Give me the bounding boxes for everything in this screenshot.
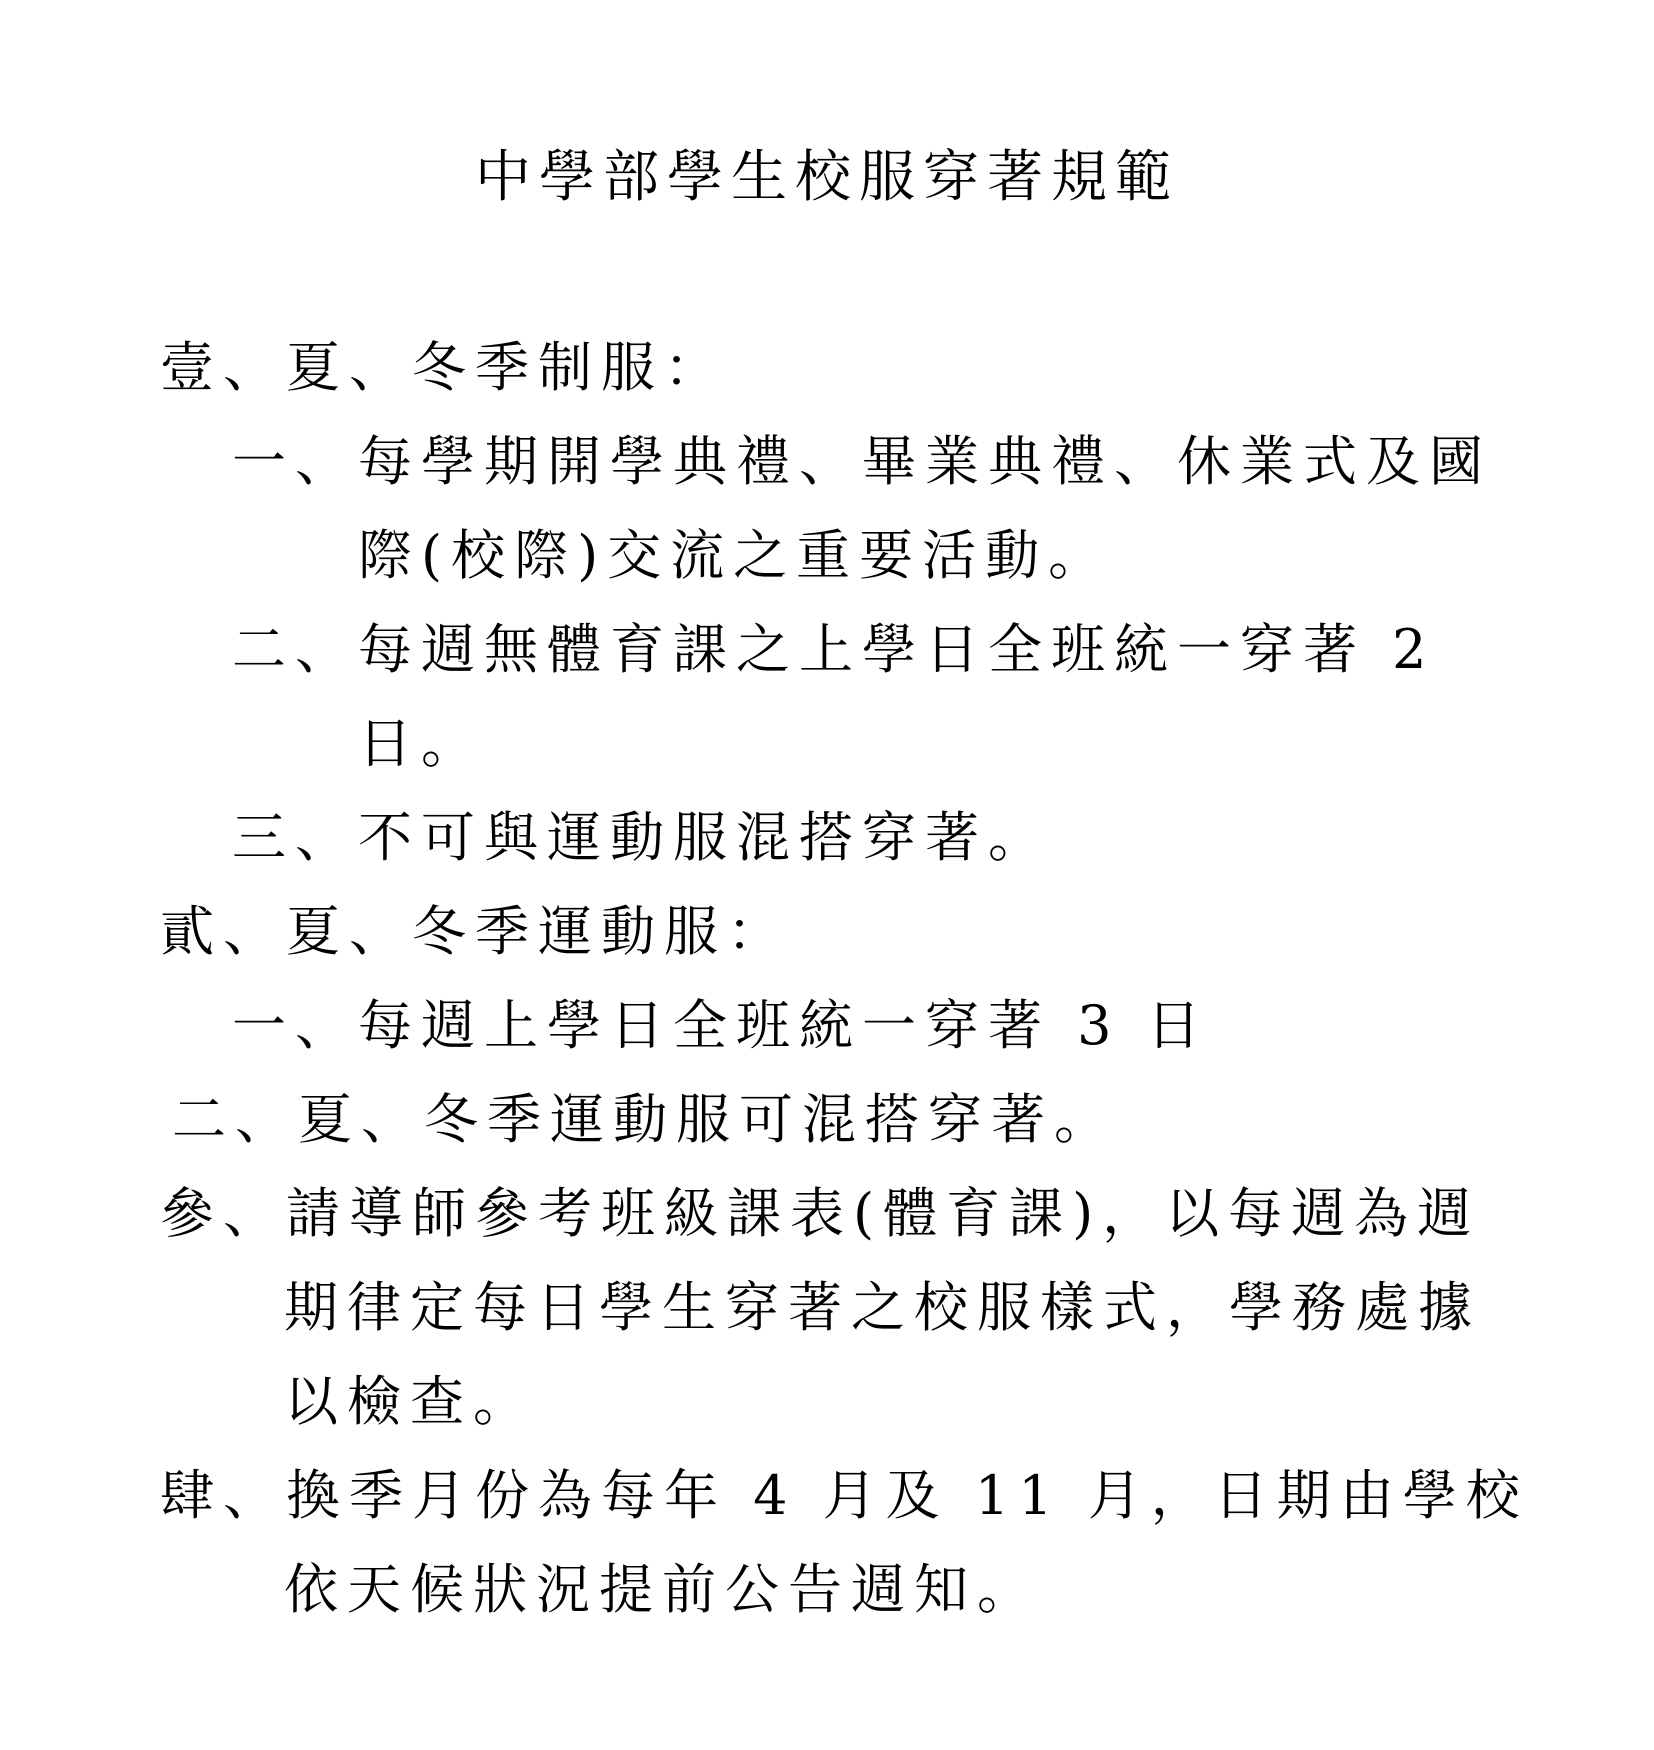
section-1-item-3: 三、不可與運動服混搭穿著。 (232, 806, 1051, 869)
section-1-item-2-cont: 日。 (358, 712, 484, 775)
section-1-item-2: 二、每週無體育課之上學日全班統一穿著 2 (232, 618, 1436, 681)
section-2-item-2: 二、夏、冬季運動服可混搭穿著。 (172, 1088, 1117, 1151)
section-2-heading: 貳、夏、冬季運動服： (160, 900, 790, 963)
section-4-line-2: 依天候狀況提前公告週知。 (284, 1558, 1040, 1621)
section-3-line-1: 參、請導師參考班級課表(體育課)，以每週為週 (160, 1182, 1481, 1245)
document-title: 中學部學生校服穿著規範 (475, 145, 1179, 210)
section-3-line-2: 期律定每日學生穿著之校服樣式，學務處據 (284, 1276, 1481, 1339)
section-1-item-1: 一、每學期開學典禮、畢業典禮、休業式及國 (232, 430, 1492, 493)
section-1-heading: 壹、夏、冬季制服： (160, 336, 727, 399)
section-4-line-1: 肆、換季月份為每年 4 月及 11 月，日期由學校 (160, 1464, 1529, 1527)
section-2-item-1: 一、每週上學日全班統一穿著 3 日 (232, 994, 1210, 1057)
section-3-line-3: 以檢查。 (284, 1370, 536, 1433)
section-1-item-1-cont: 際(校際)交流之重要活動。 (358, 524, 1112, 587)
